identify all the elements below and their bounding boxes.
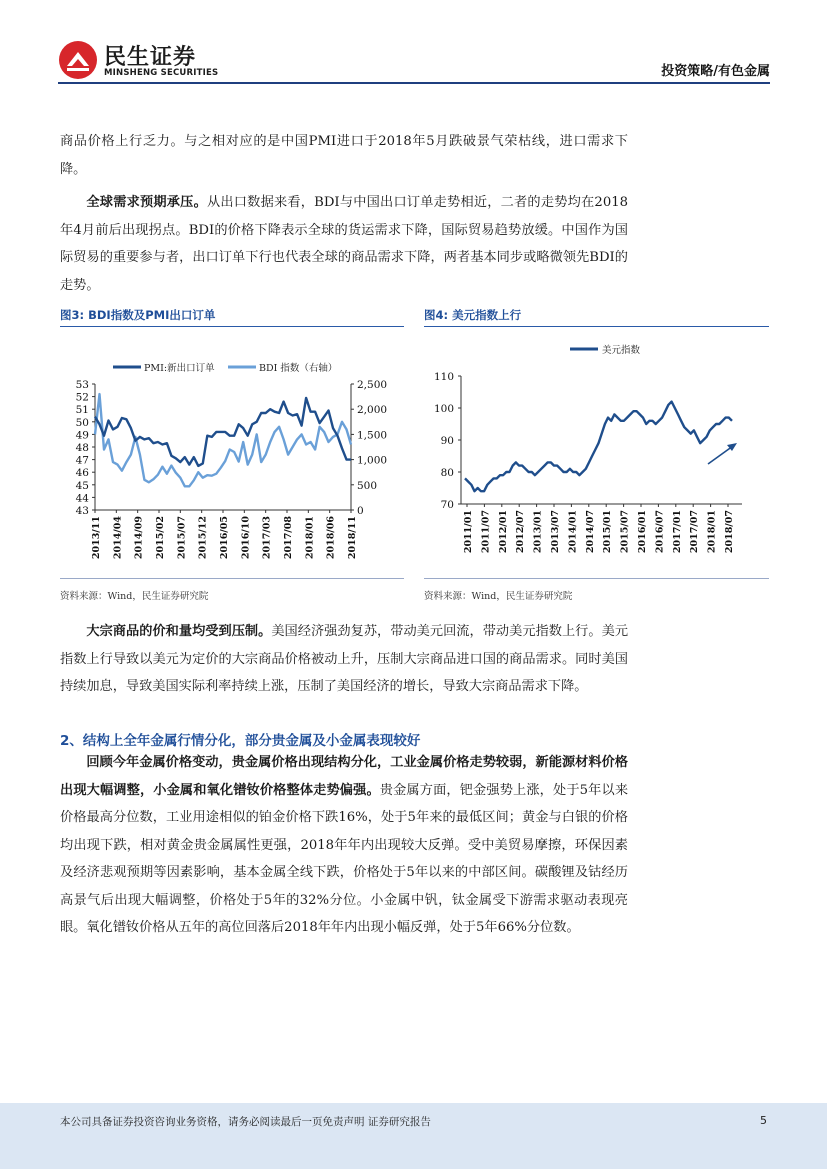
paragraph-1: 商品价格上行乏力。与之相对应的是中国PMI进口于2018年5月跌破景气荣枯线，进口需求下降。 (60, 134, 628, 177)
left-tick-label: 46 (75, 467, 89, 480)
left-tick-label: 51 (75, 404, 89, 417)
y-tick-label: 90 (440, 435, 454, 447)
x-tick-label: 2016/10 (240, 516, 252, 560)
paragraph-4-body: 贵金属方面，钯金强势上涨，处于5年以来价格最高分位数，工业用途相似的铂金价格下跌16%，处于5年来的最低区间；黄金与白银的价格均出现下跌，相对黄金贵金属属性更强，2018年年内出现较大反弹。受中美贸易摩擦，环保因素及经济悲观预期等因素影响，基本金属全线下跌，价格处于5年以来的中部区间。碳酸锂及钴经历高景气后出现大幅调整，价格处于5年的32%分位。小金属中钒，钛金属受下游需求驱动表现亮眼。氧化镨钕价格从五年的高位回落后2018年年内出现小幅反弹，处于5年66%分位数。 (60, 782, 629, 935)
x-tick-label: 2017/07 (689, 510, 701, 554)
x-tick-label: 2014/09 (133, 516, 145, 560)
paragraph-4 (60, 749, 628, 942)
figure-3-top-rule (60, 326, 404, 327)
x-tick-label: 2016/07 (654, 510, 666, 554)
left-tick-label: 52 (75, 391, 89, 404)
usd-index-chart (424, 330, 769, 578)
figure-4-bottom-rule (424, 578, 769, 579)
x-tick-label: 2017/01 (671, 510, 683, 554)
x-tick-label: 2014/07 (584, 510, 596, 554)
page-number: 5 (760, 1114, 767, 1127)
paragraph-3 (60, 618, 628, 701)
x-tick-label: 2015/07 (176, 516, 188, 560)
footer-disclaimer: 本公司具备证券投资咨询业务资格，请务必阅读最后一页免责声明 证券研究报告 (60, 1116, 431, 1128)
x-tick-label: 2018/07 (724, 510, 735, 554)
legend-label-bdi: BDI 指数（右轴） (259, 363, 338, 374)
x-tick-label: 2016/01 (637, 510, 648, 554)
legend-label-usd: 美元指数 (602, 345, 641, 356)
paragraph-2-heading: 全球需求预期承压。 (86, 195, 207, 210)
figure-4-top-rule (424, 326, 769, 327)
right-tick-label: 500 (357, 479, 378, 492)
x-tick-label: 2012/07 (515, 510, 527, 554)
right-tick-label: 2,500 (357, 379, 388, 391)
left-tick-label: 48 (75, 442, 89, 454)
left-tick-label: 44 (75, 492, 89, 505)
left-tick-label: 49 (75, 429, 89, 442)
x-tick-label: 2015/02 (155, 516, 166, 560)
footer-bar (0, 1103, 827, 1169)
x-tick-label: 2015/07 (619, 510, 631, 554)
x-tick-label: 2013/01 (532, 510, 544, 554)
x-tick-label: 2013/07 (550, 510, 561, 554)
bdi-pmi-chart (60, 330, 404, 578)
pmi-series-line (95, 398, 351, 466)
right-tick-label: 2,000 (357, 404, 388, 417)
report-category: 投资策略/有色金属 (661, 64, 770, 79)
y-tick-label: 100 (433, 403, 454, 415)
left-tick-label: 45 (75, 479, 89, 492)
bdi-series-line (95, 394, 351, 486)
x-tick-label: 2011/01 (463, 510, 474, 554)
paragraph-3-body: 美国经济强劲复苏，带动美元回流，带动美元指数上行。美元指数上行导致以美元为定价的大宗商品价格被动上升，压制大宗商品进口国的商品需求。同时美国持续加息，导致美国实际利率持续上涨，压制了美国经济的增长，导致大宗商品需求下降。 (60, 624, 629, 694)
paragraph-2 (60, 189, 628, 299)
x-tick-label: 2018/06 (325, 516, 337, 560)
left-tick-label: 53 (75, 379, 89, 391)
figure-3-source: 资料来源：Wind，民生证券研究院 (60, 591, 209, 602)
left-tick-label: 43 (75, 505, 89, 517)
right-tick-label: 0 (357, 505, 364, 517)
x-tick-label: 2017/03 (261, 516, 273, 560)
header-divider (58, 82, 770, 84)
y-tick-label: 80 (440, 467, 454, 479)
x-tick-label: 2011/07 (480, 510, 492, 554)
x-tick-label: 2018/01 (304, 516, 316, 560)
x-tick-label: 2017/08 (283, 516, 294, 560)
x-tick-label: 2018/11 (347, 516, 358, 560)
company-logo (58, 38, 218, 82)
x-tick-label: 2014/04 (112, 516, 124, 560)
minsheng-logo-icon (58, 40, 98, 80)
logo-text-en: MINSHENG SECURITIES (104, 68, 219, 78)
x-tick-label: 2014/01 (567, 510, 579, 554)
logo-text-cn: 民生证券 (104, 45, 197, 70)
figure-4-title: 图4: 美元指数上行 (424, 308, 522, 322)
x-tick-label: 2015/01 (602, 510, 614, 554)
x-tick-label: 2016/05 (219, 516, 230, 560)
paragraph-3-heading: 大宗商品的价和量均受到压制。 (86, 624, 272, 639)
trend-arrow-shaft (708, 446, 733, 464)
left-tick-label: 50 (75, 416, 89, 429)
y-tick-label: 70 (440, 499, 454, 511)
legend-label-pmi: PMI:新出口订单 (144, 363, 215, 374)
figure-3-bottom-rule (60, 578, 404, 579)
right-tick-label: 1,000 (357, 454, 388, 467)
x-tick-label: 2013/11 (91, 516, 102, 560)
right-tick-label: 1,500 (357, 429, 388, 442)
y-tick-label: 110 (433, 371, 454, 383)
paragraph-2-body: 从出口数据来看，BDI与中国出口订单走势相近，二者的走势均在2018年4月前后出现拐点。BDI的价格下降表示全球的货运需求下降，国际贸易趋势放缓。中国作为国际贸易的重要参与者，出口订单下行也代表全球的商品需求下降，两者基本同步或略微领先BDI的走势。 (60, 195, 628, 293)
figure-3-title: 图3: BDI指数及PMI出口订单 (60, 308, 216, 322)
x-tick-label: 2018/01 (706, 510, 718, 554)
paragraph-4-heading: 回顾今年金属价格变动，贵金属价格出现结构分化，工业金属价格走势较弱，新能源材料价格出现大幅调整，小金属和氧化镨钕价格整体走势偏强。 (60, 755, 628, 798)
usd-index-series-line (465, 402, 732, 492)
section-2-heading: 2、结构上全年金属行情分化，部分贵金属及小金属表现较好 (60, 733, 421, 749)
x-tick-label: 2012/01 (497, 510, 509, 554)
left-tick-label: 47 (75, 454, 89, 467)
figure-4-source: 资料来源：Wind，民生证券研究院 (424, 591, 573, 602)
x-tick-label: 2015/12 (197, 516, 209, 560)
